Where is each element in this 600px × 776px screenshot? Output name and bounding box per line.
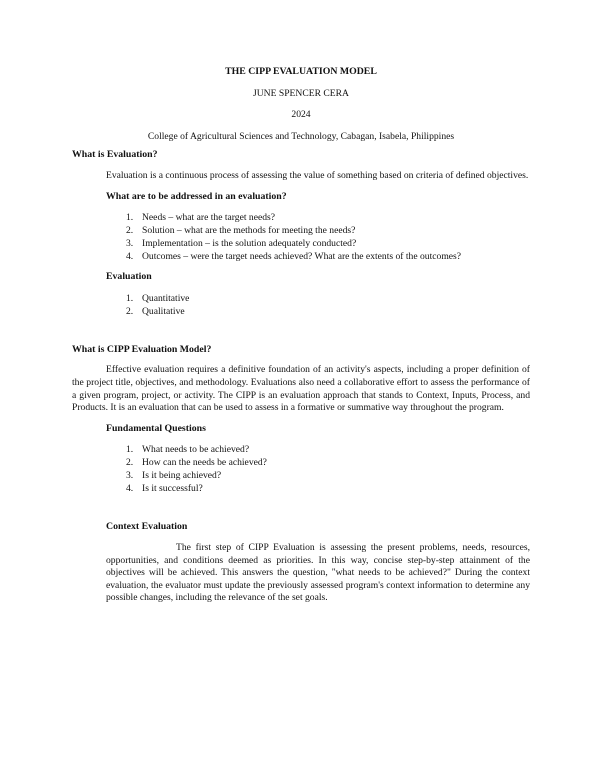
- evaluation-types-list: [72, 292, 530, 318]
- publication-year: 2024: [291, 109, 311, 121]
- document-page: [72, 66, 530, 613]
- list-item: 3. Implementation – is the solution adequately conducted?: [126, 238, 357, 250]
- heading-what-to-address: What are to be addressed in an evaluation?: [106, 190, 287, 202]
- list-item: 2. Qualitative: [126, 305, 185, 317]
- context-evaluation-paragraph: The first step of CIPP Evaluation is assessing the present problems, needs, resources, opportunities, and conditions deemed as priorities. In this way, concise step-by-step attainment of the objectives will be achieved. This answers the question, "what needs to be achieved?" During the context evaluation, the evaluator must update the previously assessed program's context information to determine any possible changes, including the relevance of the set goals.: [106, 541, 530, 604]
- heading-what-is-cipp: What is CIPP Evaluation Model?: [72, 343, 212, 355]
- list-item: 4. Is it successful?: [126, 483, 203, 495]
- author-name: JUNE SPENCER CERA: [253, 87, 349, 99]
- list-item: 1. What needs to be achieved?: [126, 444, 250, 456]
- list-item: 3. Is it being achieved?: [126, 470, 222, 482]
- evaluation-address-list: [72, 211, 530, 263]
- heading-context-evaluation: Context Evaluation: [106, 521, 188, 533]
- fundamental-questions-list: [72, 443, 530, 495]
- heading-evaluation-types: Evaluation: [106, 271, 152, 283]
- list-item: 1. Quantitative: [126, 292, 190, 304]
- affiliation: College of Agricultural Sciences and Technology, Cabagan, Isabela, Philippines: [147, 130, 455, 142]
- document-title: THE CIPP EVALUATION MODEL: [225, 66, 377, 77]
- list-item: 2. How can the needs be achieved?: [126, 457, 267, 469]
- list-item: 4. Outcomes – were the target needs achieved? What are the extents of the outcomes?: [126, 251, 462, 263]
- heading-what-is-evaluation: What is Evaluation?: [72, 149, 158, 161]
- cipp-definition-paragraph: Effective evaluation requires a definitive foundation of an activity's aspects, including a proper definition of the project title, objectives, and methodology. Evaluations also need a collaborative effort to assess the performance of a given program, project, or activity. The CIPP is an evaluation approach that stands to Context, Inputs, Process, and Products. It is an evaluation that can be used to assess in a formative or summative way throughout the program.: [72, 364, 530, 414]
- list-item: 1. Needs – what are the target needs?: [126, 212, 276, 224]
- spacer: [72, 503, 530, 521]
- spacer: [72, 326, 530, 344]
- list-item: 2. Solution – what are the methods for meeting the needs?: [126, 225, 356, 237]
- heading-fundamental-questions: Fundamental Questions: [106, 422, 206, 434]
- evaluation-definition-paragraph: Evaluation is a continuous process of assessing the value of something based on criteria of defined objectives.: [106, 169, 529, 181]
